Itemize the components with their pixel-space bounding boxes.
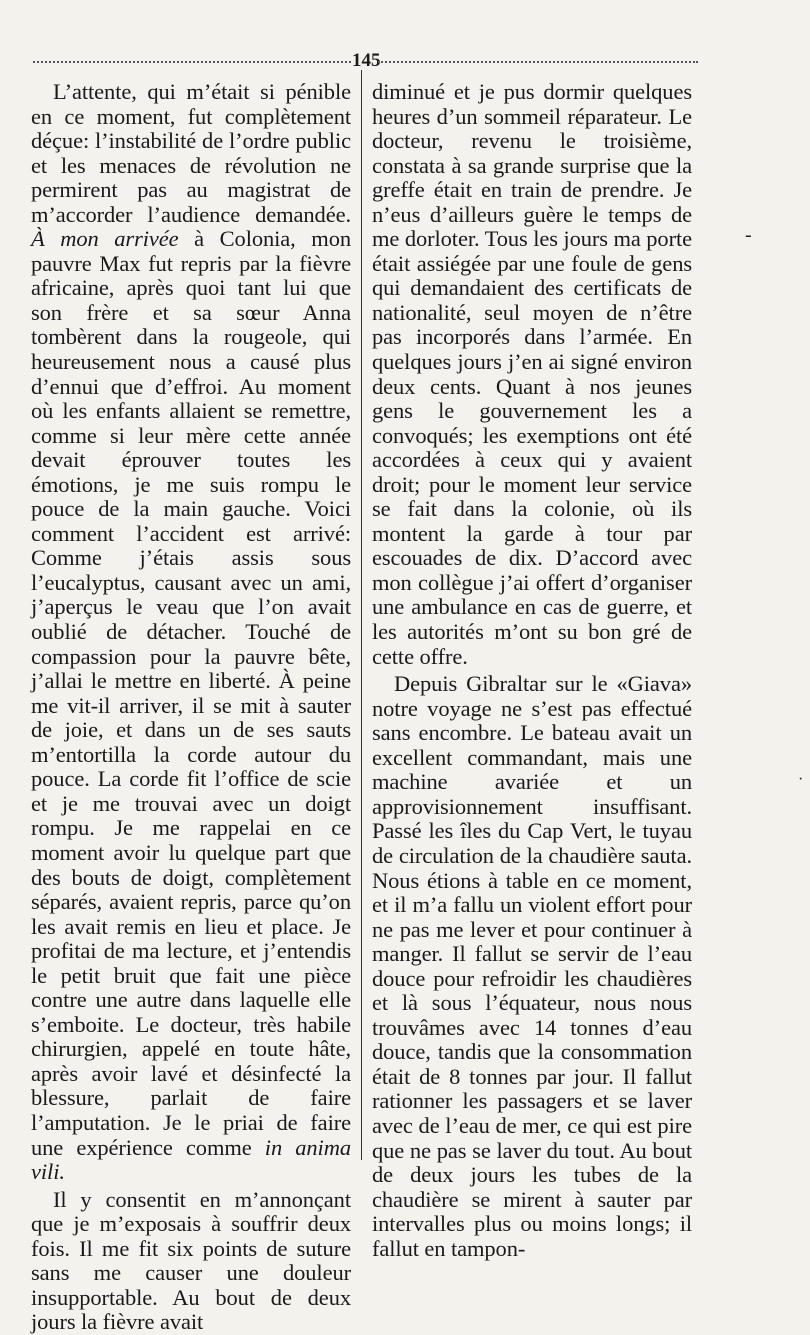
margin-mark-dash: - bbox=[745, 224, 752, 246]
right-paragraph-2: Depuis Gibraltar sur le «Giava» notre voyage ne s’est pas effectué sans encombre. Le bateau avait un excellent commandant, mais une machine avariée et un approvisionnement insuffisant. Passé les îles du Cap Vert, le tuyau de circulation de la chaudière sauta. Nous étions à table en ce moment, et il m’a fallu un violent effort pour ne pas me lever et pour continuer à manger. Il fallut se servir de l’eau douce pour refroidir les chaudières et là sous l’équateur, nous nous trouvâmes avec 14 tonnes d’eau douce, tandis que la consommation était de 8 tonnes par jour. Il fallut rationner les passagers et se laver avec de l’eau de mer, ce qui est pire que ne pas se laver du tout. Au bout de deux jours les tubes de la chaudière se mirent à sauter par intervalles plus ou moins longs; il fallut en tampon- bbox=[372, 671, 692, 1261]
left-paragraph-2: Il y consentit en m’annonçant que je m’exposais à souffrir deux fois. Il me fit six points de suture sans me causer une douleur insupportable. Au bout de deux jours la fièvre avait bbox=[31, 1186, 351, 1335]
emphasis-arrival: À mon arrivée bbox=[31, 226, 179, 252]
left-paragraph-1: L’attente, qui m’était si pénible en ce moment, fut complètement déçue: l’instabilité de l’ordre public et les menaces de révolution ne permirent pas au magistrat de m’accorder l’audience demandée. À mon arrivée à Colonia, mon pauvre Max fut repris par la fièvre africaine, après quoi tant lui que son frère et sa sœur Anna tombèrent dans la rougeole, qui heureusement nous a causé plus d’ennui que d’effroi. Au moment où les enfants allaient se remettre, comme si leur mère cette année devait éprouver toutes les émotions, je me suis rompu le pouce de la main gauche. Voici comment l’accident est arrivé: Comme j’étais assis sous l’eucalyptus, causant avec un ami, j’aperçus le veau que l’on avait oublié de détacher. Touché de compassion pour la pauvre bête, j’allai le mettre en liberté. À peine me vit-il arriver, il se mit à sauter de joie, et dans un de ses sauts m’entortilla la corde autour du pouce. La corde fit l’office de scie et je me trouvai avec un doigt rompu. Je me rappelai en ce moment avoir lu quelque part que des bouts de doigt, complètement séparés, avaient repris, parce qu’on les avait remis en lieu et place. Je profitai de ma lecture, et j’entendis le petit bruit que fait une pièce contre une autre dans laquelle elle s’emboite. Le docteur, très habile chirurgien, appelé en toute hâte, après avoir lavé et désinfecté la blessure, parlait de faire l’amputation. Je le priai de faire une expérience comme in anima vili. bbox=[31, 79, 352, 1185]
left-column bbox=[31, 80, 351, 1335]
right-paragraph-1: diminué et je pus dormir quelques heures d’un sommeil réparateur. Le docteur, revenu le troisième, constata à sa grande surprise que la greffe était en train de prendre. Je n’eus d’ailleurs guère le temps de me dorloter. Tous les jours ma porte était assiégée par une foule de gens qui demandaient des certificats de nationalité, seul moyen de n’être pas incorporés dans l’armée. En quelques jours j’en ai signé environ deux cents. Quant à nos jeunes gens le gouvernement les a convoqués; les exemptions ont été accordées à ceux qui y avaient droit; pour le moment leur service se fait dans la colonie, où ils montent la garde à tour par escouades de dix. D’accord avec mon collègue j’ai offert d’organiser une ambulance en cas de guerre, et les autorités m’ont su bon gré de cette offre. bbox=[372, 79, 692, 669]
header-rule-left bbox=[33, 61, 351, 63]
latin-phrase: in anima vili. bbox=[31, 1134, 351, 1185]
right-column bbox=[372, 80, 692, 1261]
column-divider bbox=[361, 70, 362, 1160]
header-rule-right bbox=[378, 61, 698, 63]
margin-mark-dot: · bbox=[798, 771, 804, 788]
page-number: 145 bbox=[352, 50, 381, 71]
